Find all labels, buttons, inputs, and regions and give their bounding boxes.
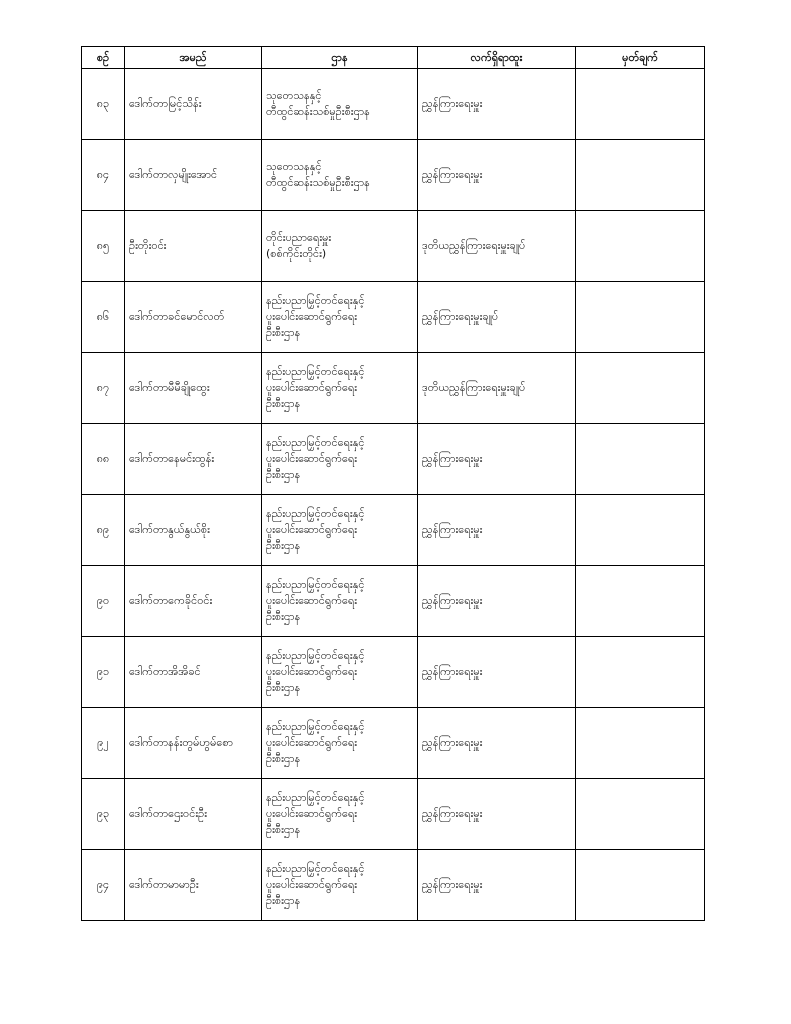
department-line: ပူးပေါင်းဆောင်ရွက်ရေး	[266, 381, 358, 394]
department-line: သုတေသနနှင့်	[266, 160, 322, 173]
row-number	[82, 850, 125, 921]
department-lines	[266, 648, 413, 696]
department-lines	[266, 506, 413, 554]
person-name-text: ဒေါက်တာနေမင်းထွန်း	[129, 452, 215, 465]
remark	[576, 850, 705, 921]
row-number-text: ၉၃	[96, 807, 110, 820]
person-name	[125, 566, 262, 637]
department-line: ဦးစီးဌာန	[266, 823, 301, 836]
department-line: နည်းပညာမြှင့်တင်ရေးနှင့်	[266, 507, 365, 520]
table-row	[82, 637, 705, 708]
header-remark: မှတ်ချက်	[576, 47, 705, 69]
current-position-text: ညွှန်ကြားရေးမှူး	[422, 523, 483, 536]
current-position	[418, 850, 576, 921]
row-number-text: ၉၄	[96, 878, 110, 891]
department	[262, 140, 418, 211]
row-number	[82, 140, 125, 211]
department-line: သုတေသနနှင့်	[266, 89, 322, 102]
remark	[576, 211, 705, 282]
row-number-text: ၉၀	[96, 594, 110, 607]
department-line: ဦးစီးဌာန	[266, 539, 301, 552]
row-number	[82, 566, 125, 637]
department	[262, 353, 418, 424]
department-line: ဦးစီးဌာန	[266, 397, 301, 410]
department-line: (စစ်ကိုင်းတိုင်း)	[266, 247, 327, 260]
department	[262, 424, 418, 495]
department-lines	[266, 790, 413, 838]
current-position	[418, 566, 576, 637]
row-number	[82, 637, 125, 708]
current-position-text: ညွှန်ကြားရေးမှူး	[422, 878, 483, 891]
table-row	[82, 424, 705, 495]
header-department: ဌာန	[262, 47, 418, 69]
department-line: ဦးစီးဌာန	[266, 468, 301, 481]
table-row	[82, 779, 705, 850]
row-number-text: ၈၄	[96, 168, 110, 181]
department-line: ဦးစီးဌာန	[266, 610, 301, 623]
row-number	[82, 424, 125, 495]
table-header	[82, 47, 705, 69]
header-name: အမည်	[125, 47, 262, 69]
remark	[576, 779, 705, 850]
current-position	[418, 708, 576, 779]
person-name	[125, 495, 262, 566]
department	[262, 211, 418, 282]
person-name-text: ဒေါက်တာနွယ်နွယ်စိုး	[129, 523, 210, 536]
person-name-text: ဒေါက်တာကေခိုင်ဝင်း	[129, 594, 213, 607]
current-position	[418, 282, 576, 353]
current-position	[418, 211, 576, 282]
department-line: ဦးစီးဌာန	[266, 752, 301, 765]
department-line: ဦးစီးဌာန	[266, 894, 301, 907]
department-line: ပူးပေါင်းဆောင်ရွက်ရေး	[266, 594, 358, 607]
person-name	[125, 637, 262, 708]
person-name	[125, 211, 262, 282]
department-line: ပူးပေါင်းဆောင်ရွက်ရေး	[266, 523, 358, 536]
person-name-text: ဒေါက်တာဌေးဝင်းဦး	[129, 807, 208, 820]
department-line: နည်းပညာမြှင့်တင်ရေးနှင့်	[266, 791, 365, 804]
remark	[576, 637, 705, 708]
department-line: နည်းပညာမြှင့်တင်ရေးနှင့်	[266, 294, 365, 307]
department-line: ဦးစီးဌာန	[266, 326, 301, 339]
person-name	[125, 424, 262, 495]
row-number	[82, 69, 125, 140]
current-position-text: ညွှန်ကြားရေးမှူးချုပ်	[422, 310, 499, 323]
table-row	[82, 850, 705, 921]
table-row	[82, 566, 705, 637]
remark	[576, 566, 705, 637]
department-line: ပူးပေါင်းဆောင်ရွက်ရေး	[266, 452, 358, 465]
current-position-text: ညွှန်ကြားရေးမှူး	[422, 594, 483, 607]
row-number	[82, 779, 125, 850]
department	[262, 708, 418, 779]
current-position	[418, 424, 576, 495]
current-position	[418, 637, 576, 708]
person-name	[125, 850, 262, 921]
department	[262, 282, 418, 353]
person-name-text: ဒေါက်တာမီမီချိုထွေး	[129, 381, 210, 394]
person-name	[125, 779, 262, 850]
department-line: ပူးပေါင်းဆောင်ရွက်ရေး	[266, 665, 358, 678]
table-row	[82, 140, 705, 211]
table-row	[82, 708, 705, 779]
department-lines	[266, 88, 413, 120]
remark	[576, 140, 705, 211]
department-lines	[266, 435, 413, 483]
row-number	[82, 353, 125, 424]
remark	[576, 282, 705, 353]
remark	[576, 424, 705, 495]
table-row	[82, 353, 705, 424]
row-number-text: ၈၅	[96, 239, 110, 252]
department-line: ပူးပေါင်းဆောင်ရွက်ရေး	[266, 310, 358, 323]
department-line: နည်းပညာမြှင့်တင်ရေးနှင့်	[266, 720, 365, 733]
current-position-text: ညွှန်ကြားရေးမှူး	[422, 736, 483, 749]
department-lines	[266, 230, 413, 262]
row-number	[82, 495, 125, 566]
person-name-text: ဒေါက်တာမာမာဦး	[129, 878, 199, 891]
current-position-text: ညွှန်ကြားရေးမှူး	[422, 452, 483, 465]
table-row	[82, 211, 705, 282]
department	[262, 779, 418, 850]
department-line: တီထွင်ဆန်းသစ်မှုဦးစီးဌာန	[266, 105, 370, 118]
person-name	[125, 69, 262, 140]
department-line: ပူးပေါင်းဆောင်ရွက်ရေး	[266, 807, 358, 820]
remark	[576, 353, 705, 424]
department-line: နည်းပညာမြှင့်တင်ရေးနှင့်	[266, 649, 365, 662]
department	[262, 850, 418, 921]
current-position	[418, 69, 576, 140]
row-number	[82, 211, 125, 282]
header-row	[82, 47, 705, 69]
remark	[576, 495, 705, 566]
department	[262, 566, 418, 637]
header-number: စဉ်	[82, 47, 125, 69]
row-number-text: ၈၈	[96, 452, 110, 465]
person-name-text: ဦးတိုးဝင်း	[129, 239, 167, 252]
department-line: ပူးပေါင်းဆောင်ရွက်ရေး	[266, 736, 358, 749]
department	[262, 69, 418, 140]
remark	[576, 708, 705, 779]
department-lines	[266, 364, 413, 412]
person-name-text: ဒေါက်တာခင်မောင်လတ်	[129, 310, 225, 323]
department-lines	[266, 293, 413, 341]
department-lines	[266, 719, 413, 767]
person-name	[125, 353, 262, 424]
person-name-text: ဒေါက်တာမြင့်သိန်း	[129, 97, 202, 110]
row-number-text: ၉၂	[97, 736, 109, 749]
department-line: ပူးပေါင်းဆောင်ရွက်ရေး	[266, 878, 358, 891]
table-row	[82, 495, 705, 566]
person-name-text: ဒေါက်တာနန်းတွမ်ဟွမ်စော	[129, 736, 234, 749]
current-position	[418, 140, 576, 211]
table-row	[82, 69, 705, 140]
staff-table	[81, 46, 705, 921]
row-number-text: ၈၉	[96, 523, 110, 536]
department-line: နည်းပညာမြှင့်တင်ရေးနှင့်	[266, 862, 365, 875]
remark	[576, 69, 705, 140]
department-line: တီထွင်ဆန်းသစ်မှုဦးစီးဌာန	[266, 176, 370, 189]
department-lines	[266, 861, 413, 909]
table-row	[82, 282, 705, 353]
row-number-text: ၉၁	[96, 665, 110, 678]
current-position-text: ညွှန်ကြားရေးမှူး	[422, 807, 483, 820]
current-position	[418, 353, 576, 424]
row-number-text: ၈၃	[96, 97, 110, 110]
department-line: တိုင်းပညာရေးမှူး	[266, 231, 332, 244]
department-lines	[266, 577, 413, 625]
current-position	[418, 495, 576, 566]
person-name	[125, 140, 262, 211]
department-line: ဦးစီးဌာန	[266, 681, 301, 694]
current-position	[418, 779, 576, 850]
department	[262, 495, 418, 566]
current-position-text: ဒုတိယညွှန်ကြားရေးမှူးချုပ်	[422, 381, 526, 394]
department-line: နည်းပညာမြှင့်တင်ရေးနှင့်	[266, 578, 365, 591]
person-name	[125, 708, 262, 779]
person-name-text: ဒေါက်တာလှမျိုးအောင်	[129, 168, 218, 181]
row-number	[82, 282, 125, 353]
row-number-text: ၈၇	[96, 381, 110, 394]
department-lines	[266, 159, 413, 191]
person-name	[125, 282, 262, 353]
department-line: နည်းပညာမြှင့်တင်ရေးနှင့်	[266, 365, 365, 378]
department-line: နည်းပညာမြှင့်တင်ရေးနှင့်	[266, 436, 365, 449]
current-position-text: ညွှန်ကြားရေးမှူး	[422, 665, 483, 678]
person-name-text: ဒေါက်တာအိအိခင်	[129, 665, 201, 678]
table-body	[82, 69, 705, 921]
current-position-text: ညွှန်ကြားရေးမှူး	[422, 168, 483, 181]
department	[262, 637, 418, 708]
row-number	[82, 708, 125, 779]
current-position-text: ညွှန်ကြားရေးမှူး	[422, 97, 483, 110]
row-number-text: ၈၆	[96, 310, 110, 323]
header-position: လက်ရှိရာထူး	[418, 47, 576, 69]
current-position-text: ဒုတိယညွှန်ကြားရေးမှူးချုပ်	[422, 239, 526, 252]
